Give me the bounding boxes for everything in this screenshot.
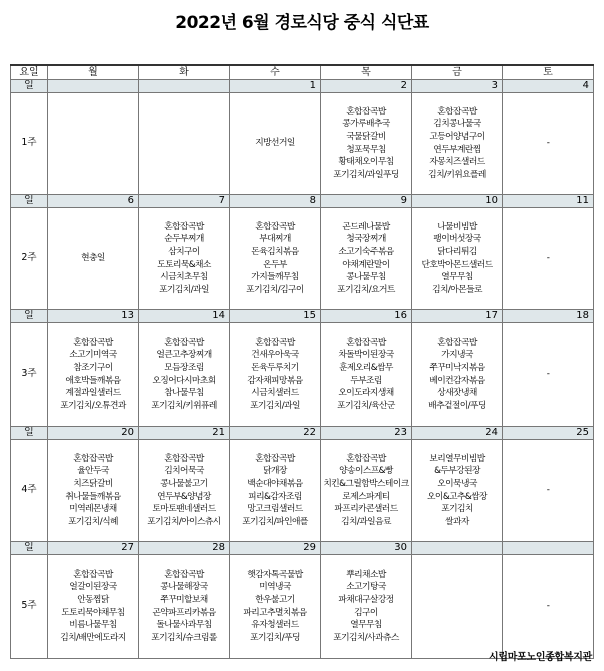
menu-cell <box>503 555 594 659</box>
date-cell <box>503 542 594 555</box>
date-cell: 7 <box>139 195 230 208</box>
menu-item: 부대찌개 <box>259 234 291 245</box>
date-row <box>11 310 594 323</box>
menu-item: 포기김치/과일 <box>159 284 209 295</box>
menu-item: 안동찜닭 <box>77 594 109 605</box>
header-cell: 수 <box>230 65 321 80</box>
menu-item: 햇감자톡곡물밥 <box>247 569 303 580</box>
menu-cell <box>139 93 230 195</box>
menu-cell <box>503 440 594 542</box>
menu-item: 포기김치/육산군 <box>337 400 395 411</box>
menu-item: 혼합잡곡밥 <box>346 337 386 348</box>
menu-item: 가지냉국 <box>441 350 473 361</box>
menu-item: 파채대구살강정 <box>338 594 394 605</box>
menu-item: 시금치초무침 <box>160 272 208 283</box>
menu-item: 소고기탕국 <box>346 582 386 593</box>
menu-item: 팽이버섯장국 <box>433 234 481 245</box>
date-cell <box>48 80 139 93</box>
menu-item: 모듬장조림 <box>164 362 204 373</box>
menu-item: - <box>546 138 550 149</box>
menu-item: 소고기숙주볶음 <box>338 246 394 257</box>
menu-cell <box>321 208 412 310</box>
menu-item: 애호박들깨볶음 <box>65 375 121 386</box>
menu-item: 보리열무비빔밥 <box>429 453 485 464</box>
menu-item: 고등어양념구이 <box>429 131 485 142</box>
menu-item: 포기김치 <box>441 504 473 515</box>
menu-cell <box>230 440 321 542</box>
date-row-label: 일 <box>11 195 48 208</box>
menu-item: 차돌박이된장국 <box>338 350 394 361</box>
date-row <box>11 427 594 440</box>
menu-item: 한우불고기 <box>255 594 295 605</box>
menu-item: 미역냉국 <box>259 582 291 593</box>
menu-item: 치킨&그릴함박스테이크 <box>323 478 409 489</box>
menu-item: 오이도라지생채 <box>338 388 394 399</box>
menu-item: 돈육김치볶음 <box>251 246 299 257</box>
menu-item: 혼합잡곡밥 <box>164 337 204 348</box>
menu-cell <box>412 440 503 542</box>
header-row <box>11 65 594 80</box>
menu-item: 포기김치/아이스츄시 <box>147 516 221 527</box>
menu-cell <box>48 93 139 195</box>
date-cell: 6 <box>48 195 139 208</box>
menu-item: 쌀과자 <box>445 516 469 527</box>
header-cell: 화 <box>139 65 230 80</box>
menu-item: 포기김치/과일푸딩 <box>333 169 399 180</box>
menu-item: 콩가루배추국 <box>342 119 390 130</box>
menu-cell <box>321 440 412 542</box>
menu-item: 콩나물무침 <box>346 272 386 283</box>
menu-item: 배추겉절이/푸딩 <box>428 400 486 411</box>
header-cell: 요일 <box>11 65 48 80</box>
menu-item: 콩나물해장국 <box>160 582 208 593</box>
menu-cell <box>48 555 139 659</box>
header-cell: 월 <box>48 65 139 80</box>
date-row-label: 일 <box>11 542 48 555</box>
menu-item: 시금치샐러드 <box>251 388 299 399</box>
header-cell: 목 <box>321 65 412 80</box>
menu-item: 소고기미역국 <box>69 350 117 361</box>
menu-item: 곤약파프리카볶음 <box>152 607 216 618</box>
menu-cell <box>230 93 321 195</box>
date-cell: 15 <box>230 310 321 323</box>
menu-item: 혼합잡곡밥 <box>437 106 477 117</box>
menu-item: 계절과일샐러드 <box>65 388 121 399</box>
menu-cell <box>503 208 594 310</box>
date-cell: 8 <box>230 195 321 208</box>
menu-row <box>11 323 594 427</box>
date-cell: 25 <box>503 427 594 440</box>
date-cell: 21 <box>139 427 230 440</box>
menu-body <box>11 80 594 659</box>
week-label: 3주 <box>11 323 48 427</box>
menu-item: 치즈닭갈비 <box>73 478 113 489</box>
menu-item: 망고크림샐러드 <box>247 504 303 515</box>
date-cell: 4 <box>503 80 594 93</box>
menu-row <box>11 440 594 542</box>
date-cell: 30 <box>321 542 412 555</box>
menu-item: 김치/키위요플레 <box>428 169 486 180</box>
date-cell: 3 <box>412 80 503 93</box>
date-cell: 29 <box>230 542 321 555</box>
menu-item: 오이묵냉국 <box>437 478 477 489</box>
menu-cell <box>230 208 321 310</box>
menu-cell <box>321 555 412 659</box>
menu-item: 곤드레나물밥 <box>342 221 390 232</box>
menu-cell <box>230 555 321 659</box>
menu-item: 연두부&양념장 <box>157 491 211 502</box>
menu-cell <box>139 208 230 310</box>
menu-item: 김구이 <box>354 607 378 618</box>
menu-item: 혼합잡곡밥 <box>346 106 386 117</box>
menu-item: 쭈꾸미할보채 <box>160 594 208 605</box>
date-row <box>11 195 594 208</box>
menu-item: 율안두국 <box>77 466 109 477</box>
menu-item: - <box>546 369 550 380</box>
menu-item: 지방선거일 <box>255 138 295 149</box>
menu-item: 열무무침 <box>441 272 473 283</box>
header-cell: 금 <box>412 65 503 80</box>
menu-item: 돈육두루치기 <box>251 362 299 373</box>
menu-item: 뿌리채소밥 <box>346 569 386 580</box>
date-row-label: 일 <box>11 80 48 93</box>
menu-row <box>11 208 594 310</box>
menu-item: 닭다리튀김 <box>437 246 477 257</box>
menu-cell <box>412 208 503 310</box>
menu-cell <box>503 323 594 427</box>
menu-item: 오징어다시마초회 <box>152 375 216 386</box>
date-cell: 11 <box>503 195 594 208</box>
date-cell: 17 <box>412 310 503 323</box>
menu-item: 현충일 <box>81 253 105 264</box>
menu-cell <box>139 440 230 542</box>
menu-item: 두부조림 <box>350 375 382 386</box>
menu-row <box>11 93 594 195</box>
menu-item: - <box>546 485 550 496</box>
menu-item: 포기김치/오튜견과 <box>60 400 126 411</box>
menu-item: 돌나물사과무침 <box>156 620 212 631</box>
page-title: 2022년 6월 경로식당 중식 식단표 <box>175 13 429 33</box>
menu-cell <box>321 323 412 427</box>
menu-cell <box>412 93 503 195</box>
date-cell: 27 <box>48 542 139 555</box>
menu-item: 쭈꾸미낙지볶음 <box>429 362 485 373</box>
menu-item: 감자채피망볶음 <box>247 375 303 386</box>
menu-item: 콩나물불고기 <box>160 478 208 489</box>
menu-item: 야채계란말이 <box>342 259 390 270</box>
menu-item: 김치/배만에도라지 <box>60 632 126 643</box>
menu-cell <box>139 323 230 427</box>
menu-item: 포기김치/요거트 <box>337 284 395 295</box>
menu-item: 혼합잡곡밥 <box>73 337 113 348</box>
menu-cell <box>321 93 412 195</box>
menu-item: 도토리묵야채무침 <box>61 607 125 618</box>
menu-item: 토마토팬네샐러드 <box>152 504 216 515</box>
date-row <box>11 80 594 93</box>
menu-item: 열무무침 <box>350 620 382 631</box>
menu-item: 혼합잡곡밥 <box>255 221 295 232</box>
menu-item: 얼갈이된장국 <box>69 582 117 593</box>
date-row <box>11 542 594 555</box>
menu-row <box>11 555 594 659</box>
menu-item: 청포묵무침 <box>346 144 386 155</box>
menu-item: 파프리카콘샐러드 <box>334 504 398 515</box>
date-cell: 14 <box>139 310 230 323</box>
menu-item: 포기김치/슈크림롤 <box>151 632 217 643</box>
menu-item: 닭개장 <box>263 466 287 477</box>
menu-cell <box>412 555 503 659</box>
date-cell: 24 <box>412 427 503 440</box>
date-cell: 22 <box>230 427 321 440</box>
menu-item: 양송이스프&빵 <box>339 466 393 477</box>
date-cell <box>139 80 230 93</box>
menu-item: - <box>546 253 550 264</box>
menu-item: 삼치구이 <box>168 246 200 257</box>
menu-item: 상새잣냉채 <box>437 388 477 399</box>
menu-item: 자몽치즈샐러드 <box>429 157 485 168</box>
menu-item: 김치어묵국 <box>164 466 204 477</box>
menu-item: 단호박아몬드샐러드 <box>421 259 493 270</box>
week-label: 5주 <box>11 555 48 659</box>
menu-item: 김치콩나물국 <box>433 119 481 130</box>
menu-item: 참조기구이 <box>73 362 113 373</box>
menu-item: 베이컨감자볶음 <box>429 375 485 386</box>
week-label: 2주 <box>11 208 48 310</box>
date-cell: 2 <box>321 80 412 93</box>
menu-item: 얼큰고추장찌개 <box>156 350 212 361</box>
menu-cell <box>48 440 139 542</box>
menu-item: 국물닭갈비 <box>346 131 386 142</box>
menu-item: 혼합잡곡밥 <box>164 569 204 580</box>
date-cell: 13 <box>48 310 139 323</box>
menu-item: 혼합잡곡밥 <box>437 337 477 348</box>
menu-table <box>10 64 594 659</box>
menu-item: 도토리묵&채소 <box>157 259 211 270</box>
menu-item: 온두부 <box>263 259 287 270</box>
date-cell: 1 <box>230 80 321 93</box>
menu-item: 포기김치/파인애플 <box>242 516 308 527</box>
menu-cell <box>503 93 594 195</box>
date-row-label: 일 <box>11 427 48 440</box>
menu-item: 취나물들깨볶음 <box>65 491 121 502</box>
menu-item: 가지들깨무침 <box>251 272 299 283</box>
menu-item: 포기김치/키위퓨레 <box>151 400 217 411</box>
menu-item: 미역레몬냉채 <box>69 504 117 515</box>
menu-item: 피리&감자조림 <box>248 491 302 502</box>
menu-cell <box>139 555 230 659</box>
date-cell: 23 <box>321 427 412 440</box>
date-cell: 18 <box>503 310 594 323</box>
menu-item: 혼합잡곡밥 <box>346 453 386 464</box>
menu-item: 건새우아욱국 <box>251 350 299 361</box>
menu-item: 포기김치/푸딩 <box>250 632 300 643</box>
menu-cell <box>48 208 139 310</box>
date-cell: 9 <box>321 195 412 208</box>
menu-item: 훈제오리&쌈무 <box>339 362 393 373</box>
week-label: 1주 <box>11 93 48 195</box>
menu-item: 혼합잡곡밥 <box>73 569 113 580</box>
menu-item: 백순대야채볶음 <box>247 478 303 489</box>
menu-item: 비름나물무침 <box>69 620 117 631</box>
menu-item: 혼합잡곡밥 <box>73 453 113 464</box>
menu-item: 로제스파게티 <box>342 491 390 502</box>
menu-item: 나물비빔밥 <box>437 221 477 232</box>
date-cell: 20 <box>48 427 139 440</box>
menu-item: 포기김치/식혜 <box>68 516 118 527</box>
menu-item: 청국장찌개 <box>346 234 386 245</box>
menu-item: 참나물무침 <box>164 388 204 399</box>
footer-org-name: 시립마포노인종합복지관 <box>489 652 592 663</box>
menu-item: 혼합잡곡밥 <box>255 337 295 348</box>
menu-item: 유자청샐러드 <box>251 620 299 631</box>
menu-cell <box>412 323 503 427</box>
menu-item: 김치/과일음료 <box>341 516 391 527</box>
menu-item: 혼합잡곡밥 <box>164 453 204 464</box>
menu-item: 포기김치/과일 <box>250 400 300 411</box>
menu-item: 연두부계란찜 <box>433 144 481 155</box>
menu-item: - <box>546 601 550 612</box>
menu-item: 포기김치/사과츄스 <box>333 632 399 643</box>
date-cell: 28 <box>139 542 230 555</box>
date-row-label: 일 <box>11 310 48 323</box>
date-cell <box>412 542 503 555</box>
date-cell: 16 <box>321 310 412 323</box>
menu-item: &두부강된장 <box>434 466 480 477</box>
menu-item: 포기김치/김구이 <box>246 284 304 295</box>
menu-item: 김치/아몬들로 <box>432 284 482 295</box>
menu-item: 혼합잡곡밥 <box>255 453 295 464</box>
menu-cell <box>48 323 139 427</box>
menu-item: 순두부찌개 <box>164 234 204 245</box>
menu-item: 파리고추멸치볶음 <box>243 607 307 618</box>
menu-cell <box>230 323 321 427</box>
date-cell: 10 <box>412 195 503 208</box>
menu-item: 황태채오이무침 <box>338 157 394 168</box>
menu-item: 혼합잡곡밥 <box>164 221 204 232</box>
menu-item: 오이&고추&쌈장 <box>427 491 487 502</box>
header-cell: 토 <box>503 65 594 80</box>
week-label: 4주 <box>11 440 48 542</box>
